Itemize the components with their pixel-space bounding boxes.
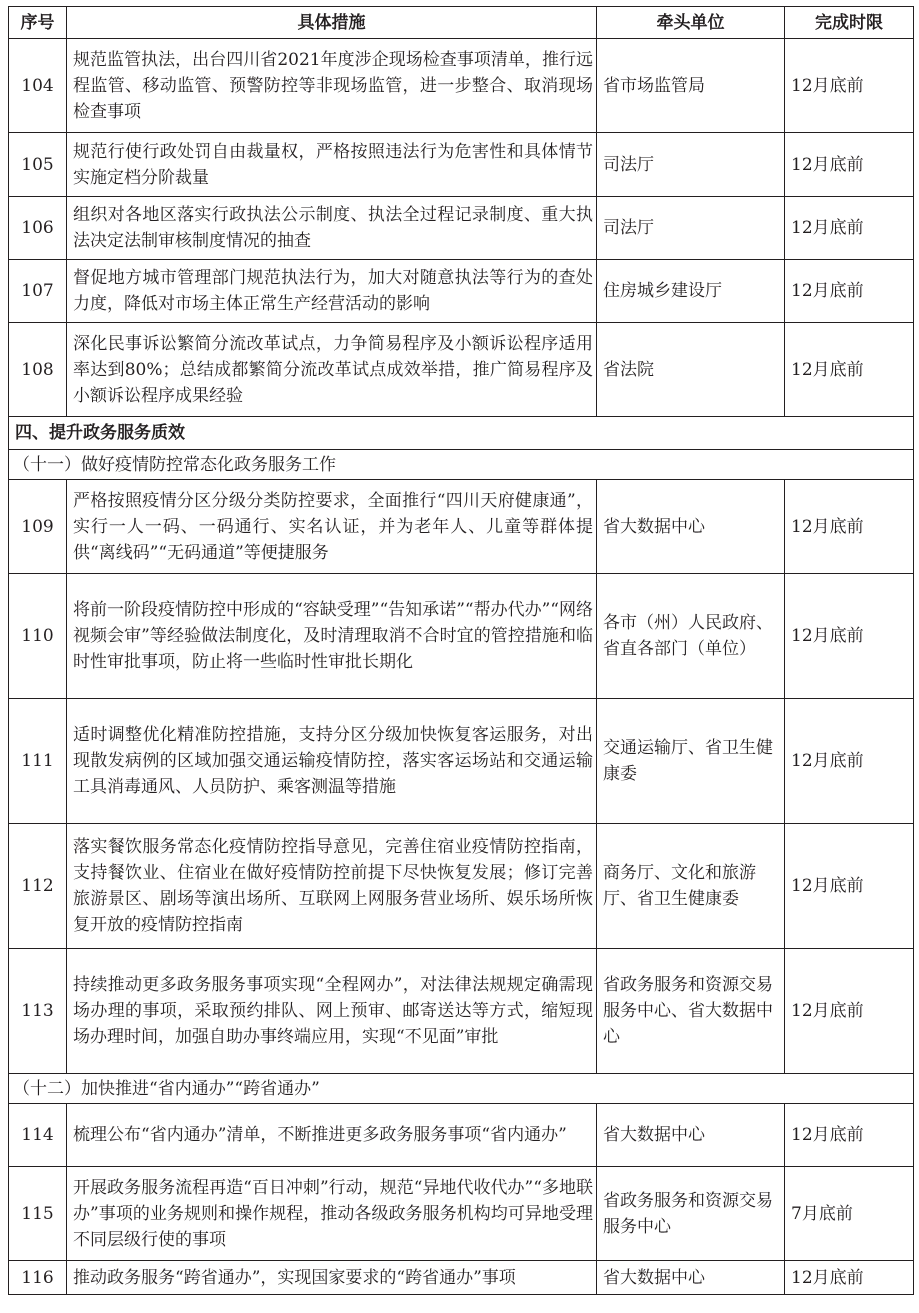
table-row xyxy=(9,1167,914,1261)
row-unit: 省法院 xyxy=(597,323,785,417)
row-deadline: 12月底前 xyxy=(785,699,914,824)
table-row xyxy=(9,824,914,949)
row-deadline: 12月底前 xyxy=(785,323,914,417)
row-no: 114 xyxy=(9,1104,67,1167)
row-measure: 深化民事诉讼繁简分流改革试点，力争简易程序及小额诉讼程序适用率达到80%；总结成都繁简分流改革试点成效举措，推广简易程序及小额诉讼程序成果经验 xyxy=(67,323,597,417)
table-row xyxy=(9,323,914,417)
row-deadline: 12月底前 xyxy=(785,949,914,1074)
table-row xyxy=(9,574,914,699)
row-no: 115 xyxy=(9,1167,67,1261)
row-deadline: 12月底前 xyxy=(785,197,914,260)
row-no: 109 xyxy=(9,480,67,574)
row-no: 112 xyxy=(9,824,67,949)
row-unit: 省政务服务和资源交易服务中心 xyxy=(597,1167,785,1261)
row-measure: 严格按照疫情分区分级分类防控要求，全面推行“四川天府健康通”，实行一人一码、一码通行、实名认证，并为老年人、儿童等群体提供“离线码”“无码通道”等便捷服务 xyxy=(67,480,597,574)
table-header-row xyxy=(9,7,914,39)
row-measure: 落实餐饮服务常态化疫情防控指导意见，完善住宿业疫情防控指南，支持餐饮业、住宿业在做好疫情防控前提下尽快恢复发展；修订完善旅游景区、剧场等演出场所、互联网上网服务营业场所、娱乐场所恢复开放的疫情防控指南 xyxy=(67,824,597,949)
row-no: 108 xyxy=(9,323,67,417)
row-no: 110 xyxy=(9,574,67,699)
row-no: 104 xyxy=(9,39,67,133)
section-row xyxy=(9,417,914,450)
row-no: 113 xyxy=(9,949,67,1074)
row-no: 116 xyxy=(9,1261,67,1295)
table-row xyxy=(9,197,914,260)
row-measure: 组织对各地区落实行政执法公示制度、执法全过程记录制度、重大执法决定法制审核制度情况的抽查 xyxy=(67,197,597,260)
row-no: 106 xyxy=(9,197,67,260)
subsection-row xyxy=(9,450,914,480)
table-row xyxy=(9,133,914,197)
row-unit: 司法厅 xyxy=(597,197,785,260)
table-row xyxy=(9,39,914,133)
row-unit: 商务厅、文化和旅游厅、省卫生健康委 xyxy=(597,824,785,949)
row-unit: 省市场监管局 xyxy=(597,39,785,133)
row-no: 105 xyxy=(9,133,67,197)
row-unit: 省大数据中心 xyxy=(597,480,785,574)
row-unit: 交通运输厅、省卫生健康委 xyxy=(597,699,785,824)
row-no: 111 xyxy=(9,699,67,824)
row-deadline: 12月底前 xyxy=(785,1104,914,1167)
row-measure: 规范行使行政处罚自由裁量权，严格按照违法行为危害性和具体情节实施定档分阶裁量 xyxy=(67,133,597,197)
row-measure: 梳理公布“省内通办”清单，不断推进更多政务服务事项“省内通办” xyxy=(67,1104,597,1167)
measures-table xyxy=(8,6,914,1295)
row-deadline: 12月底前 xyxy=(785,574,914,699)
header-measure: 具体措施 xyxy=(67,7,597,39)
table-row xyxy=(9,949,914,1074)
row-unit: 各市（州）人民政府、省直各部门（单位） xyxy=(597,574,785,699)
subsection-title: （十一）做好疫情防控常态化政务服务工作 xyxy=(9,450,914,480)
row-deadline: 12月底前 xyxy=(785,824,914,949)
table-row xyxy=(9,1104,914,1167)
row-measure: 开展政务服务流程再造“百日冲刺”行动，规范“异地代收代办”“多地联办”事项的业务规则和操作规程，推动各级政务服务机构均可异地受理不同层级行使的事项 xyxy=(67,1167,597,1261)
subsection-row xyxy=(9,1074,914,1104)
row-unit: 省大数据中心 xyxy=(597,1104,785,1167)
table-row xyxy=(9,1261,914,1295)
table-row xyxy=(9,260,914,323)
row-deadline: 12月底前 xyxy=(785,1261,914,1295)
row-measure: 持续推动更多政务服务事项实现“全程网办”，对法律法规规定确需现场办理的事项，采取预约排队、网上预审、邮寄送达等方式，缩短现场办理时间，加强自助办事终端应用，实现“不见面”审批 xyxy=(67,949,597,1074)
row-deadline: 12月底前 xyxy=(785,39,914,133)
row-measure: 督促地方城市管理部门规范执法行为，加大对随意执法等行为的查处力度，降低对市场主体正常生产经营活动的影响 xyxy=(67,260,597,323)
row-measure: 推动政务服务“跨省通办”，实现国家要求的“跨省通办”事项 xyxy=(67,1261,597,1295)
row-measure: 将前一阶段疫情防控中形成的“容缺受理”“告知承诺”“帮办代办”“网络视频会审”等经验做法制度化，及时清理取消不合时宜的管控措施和临时性审批事项，防止将一些临时性审批长期化 xyxy=(67,574,597,699)
row-measure: 规范监管执法，出台四川省2021年度涉企现场检查事项清单，推行远程监管、移动监管、预警防控等非现场监管，进一步整合、取消现场检查事项 xyxy=(67,39,597,133)
subsection-title: （十二）加快推进“省内通办”“跨省通办” xyxy=(9,1074,914,1104)
row-unit: 住房城乡建设厅 xyxy=(597,260,785,323)
row-deadline: 7月底前 xyxy=(785,1167,914,1261)
table-row xyxy=(9,480,914,574)
row-unit: 省大数据中心 xyxy=(597,1261,785,1295)
header-no: 序号 xyxy=(9,7,67,39)
header-unit: 牵头单位 xyxy=(597,7,785,39)
row-unit: 省政务服务和资源交易服务中心、省大数据中心 xyxy=(597,949,785,1074)
row-measure: 适时调整优化精准防控措施，支持分区分级加快恢复客运服务，对出现散发病例的区域加强交通运输疫情防控，落实客运场站和交通运输工具消毒通风、人员防护、乘客测温等措施 xyxy=(67,699,597,824)
table-row xyxy=(9,699,914,824)
section-title: 四、提升政务服务质效 xyxy=(9,417,914,450)
row-deadline: 12月底前 xyxy=(785,260,914,323)
header-deadline: 完成时限 xyxy=(785,7,914,39)
row-unit: 司法厅 xyxy=(597,133,785,197)
row-deadline: 12月底前 xyxy=(785,133,914,197)
row-no: 107 xyxy=(9,260,67,323)
row-deadline: 12月底前 xyxy=(785,480,914,574)
